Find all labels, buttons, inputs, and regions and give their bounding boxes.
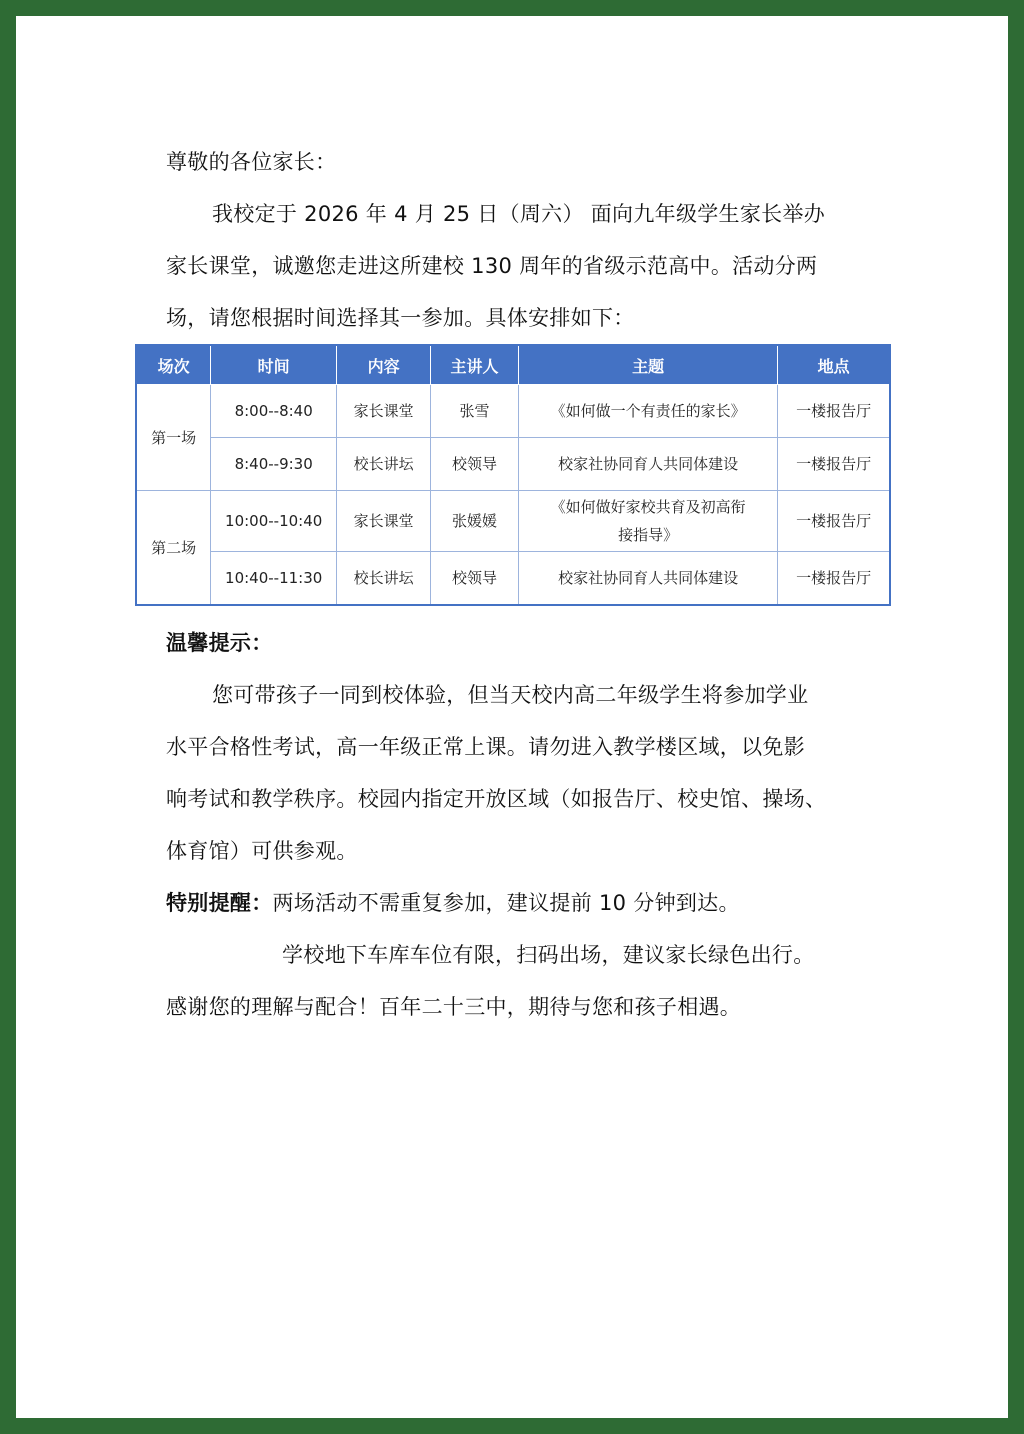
content-cell: 校长讲坛 [337,552,431,606]
table-row [136,552,890,606]
topic-cell: 校家社协同育人共同体建设 [519,438,778,491]
time-cell: 8:40--9:30 [211,438,337,491]
content-cell: 家长课堂 [337,385,431,438]
content-cell: 家长课堂 [337,491,431,552]
document-page [16,16,1008,1418]
time-cell: 10:40--11:30 [211,552,337,606]
header-topic: 主题 [519,345,778,385]
intro-line-1: 我校定于 2026 年 4 月 25 日（周六） 面向九年级学生家长举办 [212,202,826,226]
tips-line-3: 响考试和教学秩序。校园内指定开放区域（如报告厅、校史馆、操场、 [166,787,827,811]
session-cell: 第二场 [136,491,211,606]
header-place: 地点 [778,345,890,385]
closing-line: 感谢您的理解与配合！百年二十三中，期待与您和孩子相遇。 [166,995,742,1019]
header-time: 时间 [211,345,337,385]
speaker-cell: 校领导 [431,552,519,606]
speaker-cell: 张媛媛 [431,491,519,552]
time-cell: 8:00--8:40 [211,385,337,438]
table-row [136,438,890,491]
speaker-cell: 张雪 [431,385,519,438]
special-label: 特别提醒： [166,891,273,915]
topic-cell [519,491,778,552]
topic-cell: 校家社协同育人共同体建设 [519,552,778,606]
special-reminder [166,877,866,929]
content-cell: 校长讲坛 [337,438,431,491]
tips-line-4: 体育馆）可供参观。 [166,839,358,863]
intro-line-2: 家长课堂，诚邀您走进这所建校 130 周年的省级示范高中。活动分两 [166,254,818,278]
place-cell: 一楼报告厅 [778,385,890,438]
schedule-table [135,344,891,606]
place-cell: 一楼报告厅 [778,491,890,552]
table-row [136,491,890,552]
session-cell: 第一场 [136,385,211,491]
time-cell: 10:00--10:40 [211,491,337,552]
parking-note: 学校地下车库车位有限，扫码出场，建议家长绿色出行。 [282,943,815,967]
tips-line-2: 水平合格性考试，高一年级正常上课。请勿进入教学楼区域，以免影 [166,735,805,759]
tips-line-1: 您可带孩子一同到校体验，但当天校内高二年级学生将参加学业 [212,683,809,707]
header-speaker: 主讲人 [431,345,519,385]
place-cell: 一楼报告厅 [778,552,890,606]
special-text: 两场活动不需重复参加，建议提前 10 分钟到达。 [272,891,740,915]
header-content: 内容 [337,345,431,385]
speaker-cell: 校领导 [431,438,519,491]
salutation: 尊敬的各位家长： [166,150,337,174]
tips-heading: 温馨提示： [166,631,273,655]
intro-line-3: 场，请您根据时间选择其一参加。具体安排如下： [166,306,635,330]
place-cell: 一楼报告厅 [778,438,890,491]
topic-line-2: 接指导》 [618,526,679,544]
topic-cell: 《如何做一个有责任的家长》 [519,385,778,438]
header-session: 场次 [136,345,211,385]
topic-line-1: 《如何做好家校共育及初高衔 [550,498,746,516]
table-row [136,385,890,438]
table-header-row [136,345,890,385]
